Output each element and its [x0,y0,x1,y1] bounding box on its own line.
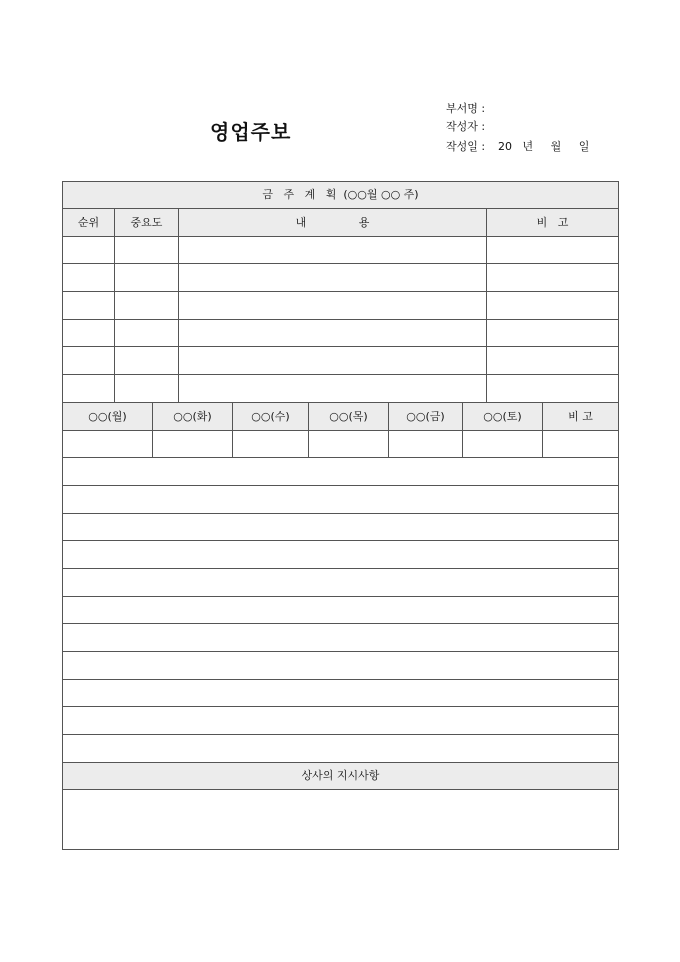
row-divider [62,540,619,541]
department-field[interactable] [446,102,498,116]
row-divider [62,263,619,264]
plan-heading: 금 주 계 획 (○○월 ○○ 주) [262,188,419,201]
row-divider [62,789,619,790]
row-divider [62,513,619,514]
row-divider [62,706,619,707]
department-label: 부서명 : [446,102,486,115]
row-divider [62,568,619,569]
column-divider [486,208,487,402]
row-divider [62,291,619,292]
row-divider [62,236,619,237]
row-divider [62,651,619,652]
weekly-col-mon: ○○(월) [88,410,127,423]
row-divider [62,485,619,486]
plan-col-priority: 중요도 [130,216,163,229]
weekly-col-remarks: 비 고 [568,410,593,423]
weekly-col-sat: ○○(토) [483,410,522,423]
author-field[interactable] [446,120,498,134]
row-divider [62,374,619,375]
instructions-heading: 상사의 지시사항 [301,769,380,782]
weekly-col-fri: ○○(금) [406,410,445,423]
row-divider [62,346,619,347]
row-divider [62,319,619,320]
row-divider [62,623,619,624]
column-divider [114,208,115,402]
column-divider [178,208,179,402]
weekly-col-tue: ○○(화) [173,410,212,423]
date-field[interactable] [446,140,589,154]
weekly-report-table [62,181,619,850]
row-divider [62,679,619,680]
date-label: 작성일 : [446,140,486,153]
row-divider [62,596,619,597]
date-value: 20 년 월 일 [498,140,590,153]
plan-col-content: 내 용 [295,216,370,229]
row-divider [62,734,619,735]
document-title: 영업주보 [210,120,292,144]
weekly-col-wed: ○○(수) [251,410,290,423]
plan-col-rank: 순위 [77,216,100,229]
weekly-col-thu: ○○(목) [329,410,368,423]
row-divider [62,430,619,431]
row-divider [62,457,619,458]
author-label: 작성자 : [446,120,486,133]
plan-col-remarks: 비 고 [536,216,569,229]
